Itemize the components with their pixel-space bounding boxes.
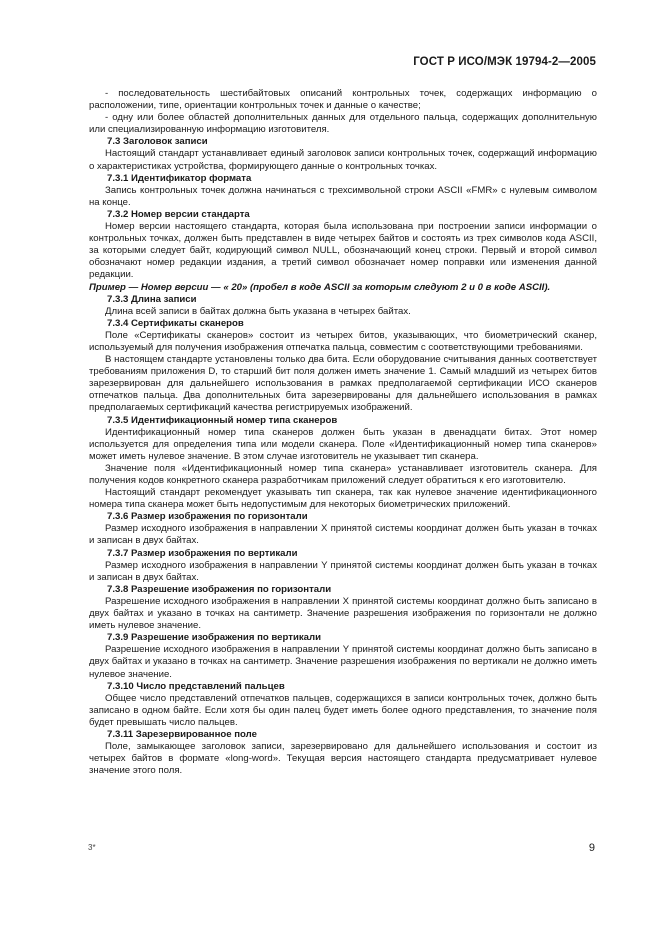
body-paragraph: Разрешение исходного изображения в направлении X принятой системы координат должно быть записано в двух байтах и указано в точках на сантиметр. Значение разрешения изображения по горизонтали не должно иметь нулевое значение. (89, 595, 597, 632)
body-paragraph: Длина всей записи в байтах должна быть указана в четырех байтах. (105, 305, 411, 317)
section-heading: 7.3.6 Размер изображения по горизонтали (107, 511, 308, 523)
section-heading: 7.3 Заголовок записи (107, 136, 208, 148)
body-paragraph: Поле, замыкающее заголовок записи, зарезервировано для дальнейшего использования и состоит из четырех байтов в формате «long-word». Текущая версия настоящего стандарта предусматривает нулевое значение этого поля. (89, 741, 597, 777)
section-heading: 7.3.9 Разрешение изображения по вертикали (107, 632, 321, 644)
body-paragraph: Размер исходного изображения в направлении Y принятой системы координат должен быть указан в точках и записан в двух байтах. (89, 559, 597, 583)
body-paragraph: - последовательность шестибайтовых описаний контрольных точек, содержащих информацию о расположении, типе, ориентации контрольных точек и данные о качестве; (89, 88, 597, 112)
section-heading: 7.3.8 Разрешение изображения по горизонтали (107, 583, 332, 595)
body-paragraph: В настоящем стандарте установлены только два бита. Если оборудование считывания данных соответствует требованиям приложения D, то старший бит поля должен иметь значение 1. Самый младший из четырех битов зарезервирован для дальнейшего использования в рамках предполагаемой сертификации ИСО сканеров отпечатков пальца. Два дополнительных бита зарезервированы для дальнейшего использования в рамках предполагаемых сертификаций качества регистрируемых изображений. (89, 354, 597, 414)
sheet-mark: 3* (88, 843, 96, 852)
section-heading: 7.3.10 Число представлений пальцев (107, 680, 285, 692)
body-paragraph: Настоящий стандарт устанавливает единый заголовок записи контрольных точек, содержащий информацию о характеристиках устройства, формирующего данные о контрольных точках. (89, 148, 597, 172)
section-heading: 7.3.2 Номер версии стандарта (107, 208, 250, 220)
body-paragraph: Размер исходного изображения в направлении X принятой системы координат должен быть указан в точках и записан в двух байтах. (89, 523, 597, 547)
body-paragraph: Общее число представлений отпечатков пальцев, содержащихся в записи контрольных точек, должно быть записано в одном байте. Если хотя бы один палец будет иметь более одного представления, то значение поля будет превышать число пальцев. (89, 692, 597, 728)
body-paragraph: - одну или более областей дополнительных данных для отдельного пальца, содержащих дополнительную или специализированную информацию изготовителя. (89, 112, 597, 136)
section-heading: 7.3.4 Сертификаты сканеров (107, 317, 244, 329)
body-paragraph: Идентификационный номер типа сканеров должен быть указан в двенадцати битах. Этот номер используется для определения типа или модели сканера. Поле «Идентификационный номер типа сканеров» может иметь нулевое значение. В этом случае изготовитель не указывает тип сканера. (89, 426, 597, 462)
section-heading: 7.3.11 Зарезервированное поле (107, 728, 257, 740)
section-heading: 7.3.5 Идентификационный номер типа сканеров (107, 414, 338, 426)
section-heading: 7.3.1 Идентификатор формата (107, 172, 252, 184)
body-paragraph: Разрешение исходного изображения в направлении Y принятой системы координат должно быть записано в двух байтах и указано в точках на сантиметр. Значение разрешения изображения по вертикали не должно иметь нулевое значение. (89, 644, 597, 680)
section-heading: 7.3.7 Размер изображения по вертикали (107, 547, 298, 559)
body-paragraph: Запись контрольных точек должна начинаться с трехсимвольной строки ASCII «FMR» с нулевым символом на конце. (89, 184, 597, 208)
standard-header: ГОСТ Р ИСО/МЭК 19794-2—2005 (413, 56, 596, 68)
body-paragraph: Поле «Сертификаты сканеров» состоит из четырех битов, указывающих, что биометрический сканер, используемый для получения изображения отпечатка пальца, совместим с соответствующими требованиями. (89, 329, 597, 353)
body-paragraph: Настоящий стандарт рекомендует указывать тип сканера, так как нулевое значение идентификационного номера типа сканера может быть недопустимым для некоторых биометрических приложений. (89, 487, 597, 511)
page-number: 9 (588, 842, 595, 854)
body-paragraph: Номер версии настоящего стандарта, которая была использована при построении записи информации о контрольных точках, должен быть представлен в виде четырех байтов и состоять из трех символов кода ASCII, за которыми следует байт, кодирующий символ NULL, обозначающий конец строки. Первый и второй символ обозначают номер редакции издания, а третий символ обозначает номер поправки или изменения данной редакции. (89, 221, 597, 281)
body-paragraph: Значение поля «Идентификационный номер типа сканера» устанавливает изготовитель сканера. Для получения кодов конкретного сканера разработчикам приложений следует обратиться к его изготовителю. (89, 462, 597, 486)
document-body (89, 88, 597, 777)
section-heading: 7.3.3 Длина записи (107, 293, 197, 305)
example-paragraph: Пример — Номер версии — « 20» (пробел в коде ASCII за которым следуют 2 и 0 в коде ASCII). (89, 281, 551, 293)
